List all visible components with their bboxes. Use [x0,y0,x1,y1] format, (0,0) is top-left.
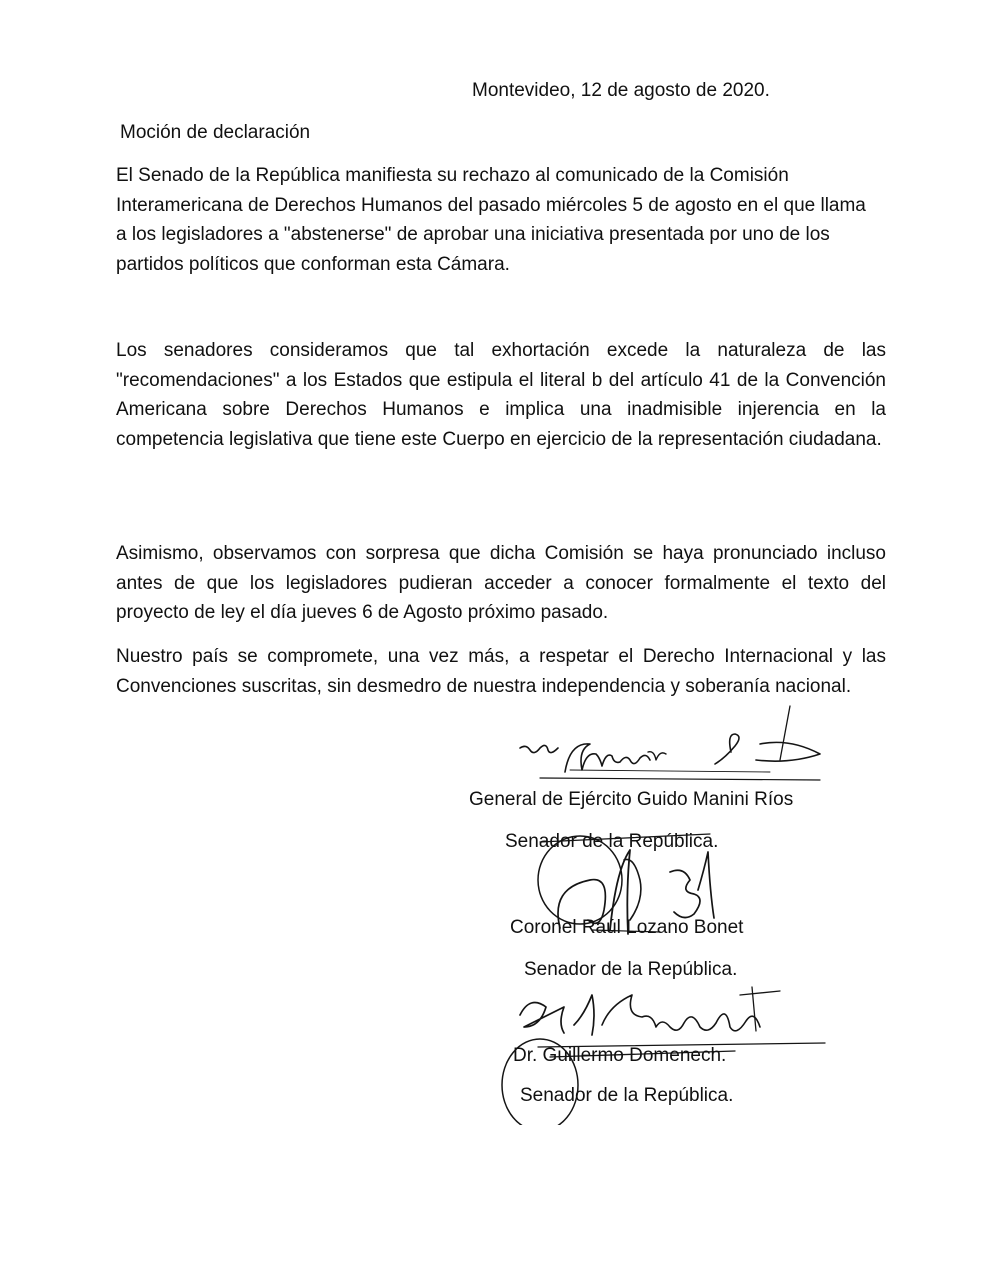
paragraph-4: Nuestro país se compromete, una vez más, a respetar el Derecho Internacional y las Convenciones suscritas, sin desmedro de nuestra independencia y soberanía nacional. [116,646,886,697]
signatory-2-role: Senador de la República. [524,959,738,980]
signatory-1-name: General de Ejército Guido Manini Ríos [469,789,794,810]
place-date: Montevideo, 12 de agosto de 2020. [472,80,770,101]
paragraph-1: El Senado de la República manifiesta su rechazo al comunicado de la Comisión Interamericana de Derechos Humanos del pasado miércoles 5 de agosto en el que llama a los legisladores a "abstenerse" de aprobar una iniciativa presentada por uno de los partidos políticos que conforman esta Cámara. [116,165,866,275]
document-title: Moción de declaración [120,122,311,143]
signatory-2-name: Coronel Raúl Lozano Bonet [510,917,744,938]
paragraph-3: Asimismo, observamos con sorpresa que dicha Comisión se haya pronunciado incluso antes de que los legisladores pudieran acceder a conocer formalmente el texto del proyecto de ley el día jueves 6 de Agosto próximo pasado. [116,543,886,623]
paragraph-2: Los senadores consideramos que tal exhortación excede la naturaleza de las "recomendaciones" a los Estados que estipula el literal b del artículo 41 de la Convención Americana sobre Derechos Humanos e implica una inadmisible injerencia en la competencia legislativa que tiene este Cuerpo en ejercicio de la representación ciudadana. [116,340,886,450]
signatory-3-role: Senador de la República. [520,1085,734,1106]
signatory-3-name: Dr. Guillermo Domenech. [513,1045,727,1066]
signatory-1-role: Senador de la República. [505,831,719,852]
signature-manini [470,700,830,790]
